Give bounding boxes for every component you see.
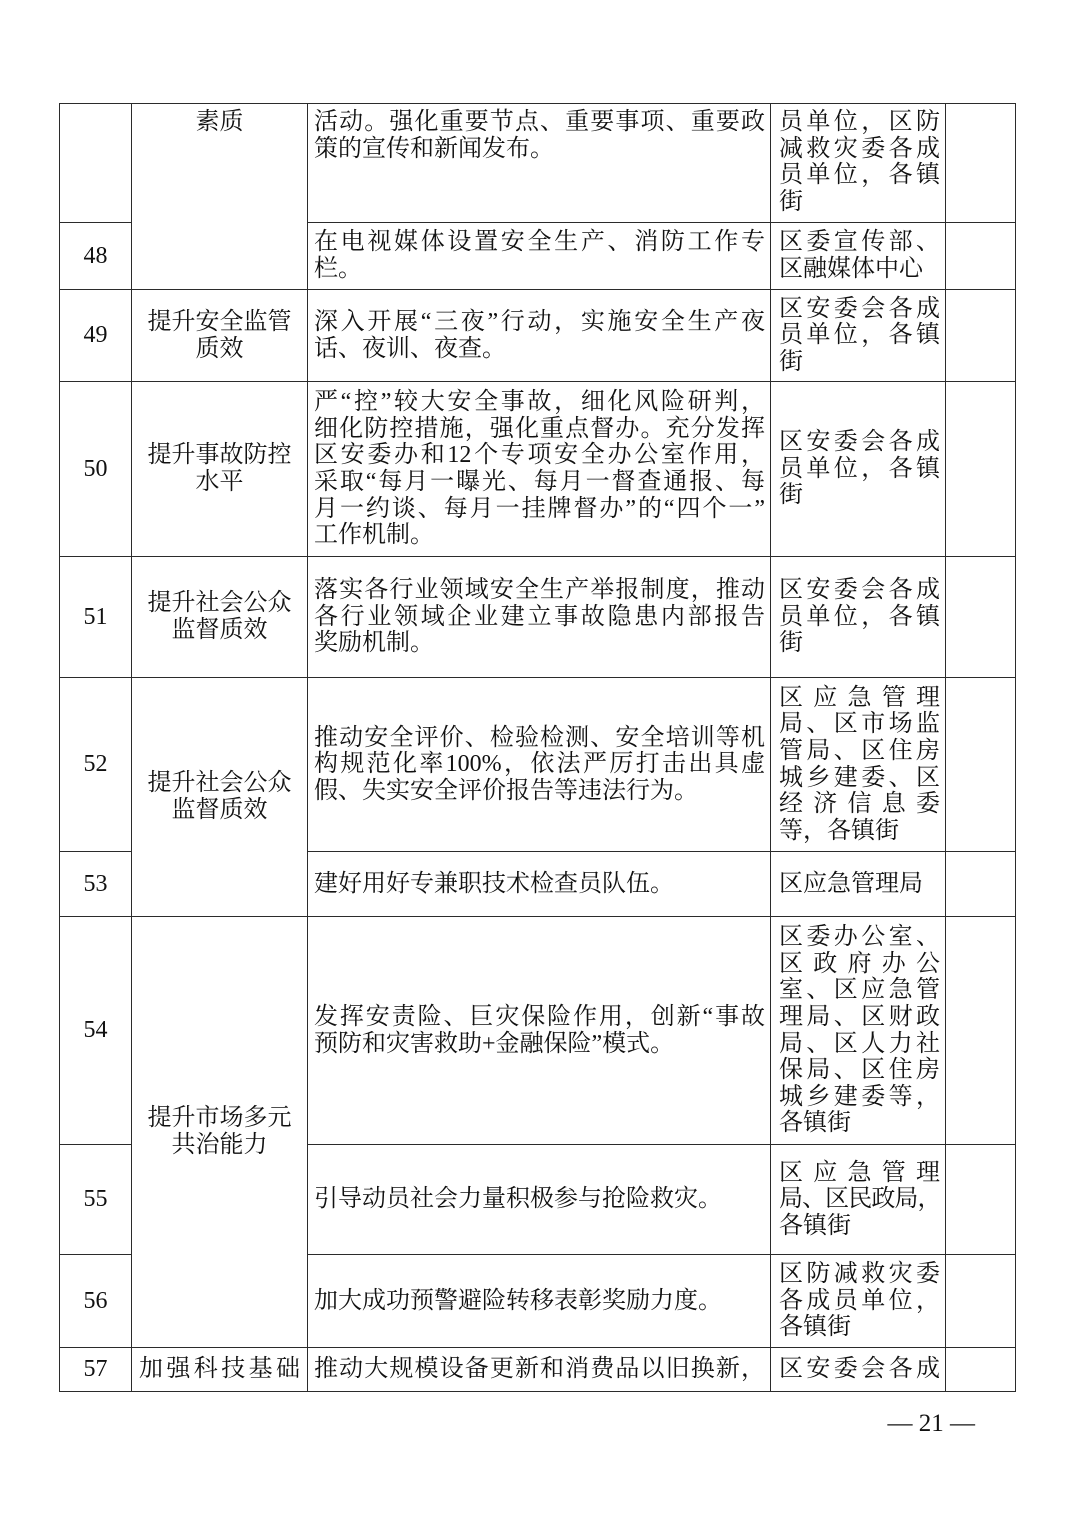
text-line: 城乡建委等，	[779, 1083, 940, 1110]
text-line: 提升安全监管	[147, 308, 292, 335]
category-cell	[132, 917, 308, 1348]
content-cell	[308, 104, 771, 223]
text-line: 区应急管理局	[779, 870, 923, 897]
text-line: 员单位，各镇	[779, 455, 940, 482]
table-row	[60, 917, 1016, 1145]
text-line: 区安委会各成	[779, 429, 940, 456]
text-line: 室、区应急管	[779, 977, 940, 1004]
text-line: 城乡建委、区	[779, 764, 940, 791]
responsible-units-cell	[771, 290, 946, 382]
text-line: 采取“每月一曝光、每月一督查通报、每	[314, 469, 765, 495]
row-number-cell: 54	[60, 917, 132, 1145]
row-number-cell: 50	[60, 382, 132, 557]
remarks-cell	[946, 382, 1016, 557]
content-cell	[308, 557, 771, 678]
text-line: 街	[779, 630, 803, 657]
text-line: 员单位，各镇	[779, 162, 940, 189]
responsible-units-cell	[771, 852, 946, 917]
content-cell	[308, 678, 771, 852]
content-cell	[308, 852, 771, 917]
text-line: 提升社会公众	[147, 590, 292, 617]
remarks-cell	[946, 852, 1016, 917]
text-line: 工作机制。	[314, 522, 434, 549]
responsible-units-cell	[771, 1348, 946, 1392]
text-line: 建好用好专兼职技术检查员队伍。	[314, 870, 674, 897]
text-line: 在电视媒体设置安全生产、消防工作专	[314, 229, 765, 256]
text-line: 推动安全评价、检验检测、安全培训等机	[314, 724, 765, 751]
content-cell	[308, 1348, 771, 1392]
responsible-units-cell	[771, 104, 946, 223]
text-line: 区安委会各成	[779, 577, 940, 604]
text-line: 区安委会各成	[779, 1356, 940, 1383]
text-line: 区应急管理	[779, 684, 940, 711]
text-line: 理局、区财政	[779, 1003, 940, 1030]
text-line: 细化防控措施，强化重点督办。充分发挥	[314, 415, 765, 442]
text-line: 员单位，各镇	[779, 603, 940, 630]
text-line: 保局、区住房	[779, 1057, 940, 1084]
text-line: 月一约谈、每月一挂牌督办”的“四个一”	[314, 495, 765, 522]
text-line: 街	[779, 348, 803, 375]
text-line: 区融媒体中心	[779, 256, 923, 282]
responsible-units-cell	[771, 1255, 946, 1348]
row-number-cell: 49	[60, 290, 132, 382]
remarks-cell	[946, 290, 1016, 382]
row-number-cell: 53	[60, 852, 132, 917]
content-cell	[308, 917, 771, 1145]
responsible-units-cell	[771, 917, 946, 1145]
text-line: 区安委会各成	[779, 295, 940, 322]
responsible-units-cell	[771, 223, 946, 290]
text-line: 加强科技基础	[139, 1356, 300, 1383]
row-number-cell: 56	[60, 1255, 132, 1348]
text-line: 各镇街	[779, 1110, 851, 1137]
responsible-units-cell	[771, 678, 946, 852]
text-line: 监督质效	[171, 617, 268, 643]
category-cell	[132, 104, 308, 290]
remarks-cell	[946, 678, 1016, 852]
table-row	[60, 382, 1016, 557]
text-line: 区应急管理	[779, 1159, 940, 1186]
category-cell	[132, 1348, 308, 1392]
remarks-cell	[946, 1348, 1016, 1392]
category-cell	[132, 382, 308, 557]
text-line: 落实各行业领域安全生产举报制度，推动	[314, 577, 765, 604]
text-line: 员单位，区防	[779, 109, 940, 135]
content-cell	[308, 1145, 771, 1255]
table-row	[60, 104, 1016, 223]
category-cell	[132, 678, 308, 917]
remarks-cell	[946, 917, 1016, 1145]
task-table	[59, 103, 1016, 1392]
text-line: 引导动员社会力量积极参与抢险救灾。	[314, 1186, 722, 1213]
content-cell	[308, 223, 771, 290]
text-line: 共治能力	[171, 1132, 268, 1158]
page-number: — 21 —	[887, 1410, 975, 1437]
text-line: 假、失实安全评价报告等违法行为。	[314, 777, 698, 804]
row-number-cell: 57	[60, 1348, 132, 1392]
text-line: 街	[779, 188, 803, 215]
row-number-cell: 55	[60, 1145, 132, 1255]
table-row	[60, 678, 1016, 852]
remarks-cell	[946, 104, 1016, 223]
text-line: 区委宣传部、	[779, 229, 940, 256]
row-number-cell: 52	[60, 678, 132, 852]
text-line: 各镇街	[779, 1314, 851, 1341]
text-line: 提升市场多元	[147, 1105, 292, 1132]
text-line: 减救灾委各成	[779, 135, 940, 162]
row-number-cell: 51	[60, 557, 132, 678]
text-line: 推动大规模设备更新和消费品以旧换新，	[314, 1356, 765, 1383]
text-line: 策的宣传和新闻发布。	[314, 135, 554, 162]
text-line: 局、区民政局，	[779, 1186, 940, 1213]
text-line: 管局、区住房	[779, 737, 940, 764]
text-line: 区政府办公	[779, 950, 940, 977]
table-row	[60, 290, 1016, 382]
text-line: 奖励机制。	[314, 630, 434, 657]
remarks-cell	[946, 223, 1016, 290]
text-line: 局、区人力社	[779, 1030, 940, 1057]
remarks-cell	[946, 1145, 1016, 1255]
text-line: 各成员单位，	[779, 1287, 940, 1314]
text-line: 各行业领域企业建立事故隐患内部报告	[314, 603, 765, 630]
remarks-cell	[946, 557, 1016, 678]
row-number-cell	[60, 104, 132, 223]
text-line: 监督质效	[171, 797, 268, 823]
text-line: 深入开展“三夜”行动，实施安全生产夜	[314, 308, 765, 335]
content-cell	[308, 1255, 771, 1348]
text-line: 水平	[195, 469, 244, 495]
content-cell	[308, 382, 771, 557]
text-line: 区安委办和12个专项安全办公室作用，	[314, 442, 765, 469]
text-line: 栏。	[314, 256, 362, 282]
text-line: 各镇街	[779, 1212, 851, 1239]
responsible-units-cell	[771, 557, 946, 678]
text-line: 话、夜训、夜查。	[314, 335, 506, 362]
category-cell	[132, 557, 308, 678]
text-line: 质效	[195, 335, 244, 362]
category-cell	[132, 290, 308, 382]
text-line: 区防减救灾委	[779, 1261, 940, 1288]
text-line: 预防和灾害救助+金融保险”模式。	[314, 1030, 675, 1057]
text-line: 区委办公室、	[779, 924, 940, 951]
text-line: 发挥安责险、巨灾保险作用，创新“事故	[314, 1003, 765, 1030]
text-line: 活动。强化重要节点、重要事项、重要政	[314, 109, 765, 135]
text-line: 提升社会公众	[147, 770, 292, 797]
responsible-units-cell	[771, 1145, 946, 1255]
text-line: 等，各镇街	[779, 817, 899, 844]
table-row	[60, 1348, 1016, 1392]
text-line: 加大成功预警避险转移表彰奖励力度。	[314, 1287, 722, 1314]
table-row	[60, 557, 1016, 678]
text-line: 局、区市场监	[779, 711, 940, 738]
text-line: 经济信息委	[779, 791, 940, 818]
row-number-cell: 48	[60, 223, 132, 290]
remarks-cell	[946, 1255, 1016, 1348]
text-line: 严“控”较大安全事故，细化风险研判，	[314, 389, 765, 416]
text-line: 街	[779, 482, 803, 509]
text-line: 提升事故防控	[147, 442, 292, 469]
text-line: 素质	[195, 109, 244, 135]
text-line: 员单位，各镇	[779, 322, 940, 349]
content-cell	[308, 290, 771, 382]
responsible-units-cell	[771, 382, 946, 557]
text-line: 构规范化率100%，依法严厉打击出具虚	[314, 751, 765, 778]
